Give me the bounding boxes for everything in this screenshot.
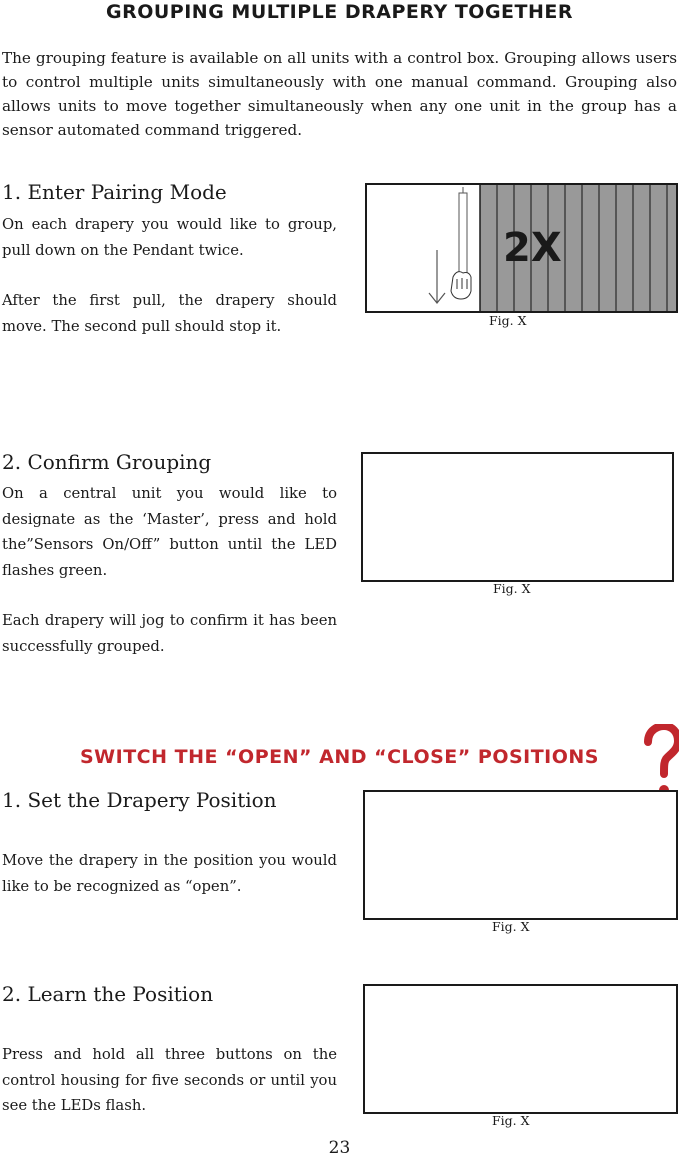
hand-icon xyxy=(451,272,471,299)
step-paragraph: Press and hold all three buttons on the control housing for five seconds or until you see the LEDs flash. xyxy=(2,1046,337,1114)
figure-caption: Fig. X xyxy=(492,1113,530,1128)
step-heading-learn-position: 2. Learn the Position xyxy=(2,982,214,1006)
figure-placeholder-set-position xyxy=(363,790,678,920)
step-heading-set-position: 1. Set the Drapery Position xyxy=(2,788,277,812)
step-paragraph: On a central unit you would like to designate as the ‘Master’, press and hold the”Sensors On/Off” button until the LED flashes green. xyxy=(2,485,337,579)
step-heading-enter-pairing: 1. Enter Pairing Mode xyxy=(2,180,227,204)
pull-down-arrow-icon xyxy=(429,250,445,303)
figure-placeholder-confirm-grouping xyxy=(361,452,674,582)
step-body-learn-position xyxy=(2,1042,337,1119)
step-paragraph: Move the drapery in the position you would like to be recognized as “open”. xyxy=(2,852,337,895)
step-body-set-position xyxy=(2,848,337,899)
figure-label-2x: 2X xyxy=(503,225,562,271)
figure-placeholder-learn-position xyxy=(363,984,678,1114)
step-body-enter-pairing xyxy=(2,212,337,339)
grouping-intro-paragraph: The grouping feature is available on all units with a control box. Grouping allows users to control multiple units simultaneously with one manual command. Grouping also allows units to move together simultaneously when any one unit in the group has a sensor automated command triggered. xyxy=(2,49,677,139)
figure-caption: Fig. X xyxy=(492,919,530,934)
step-paragraph: Each drapery will jog to confirm it has been successfully grouped. xyxy=(2,612,337,655)
figure-caption: Fig. X xyxy=(489,313,527,328)
figure-caption: Fig. X xyxy=(493,581,531,596)
page-number: 23 xyxy=(328,1138,351,1158)
step-paragraph: After the first pull, the drapery should move. The second pull should stop it. xyxy=(2,292,337,335)
step-body-confirm-grouping xyxy=(2,481,337,659)
step-paragraph: On each drapery you would like to group, pull down on the Pendant twice. xyxy=(2,216,337,259)
section-title-switch-positions: SWITCH THE “OPEN” AND “CLOSE” POSITIONS xyxy=(79,746,599,768)
step-heading-confirm-grouping: 2. Confirm Grouping xyxy=(2,450,212,474)
figure-pendant-pull xyxy=(365,183,678,313)
section-title-grouping: GROUPING MULTIPLE DRAPERY TOGETHER xyxy=(106,1,573,23)
question-mark-icon xyxy=(644,724,679,798)
